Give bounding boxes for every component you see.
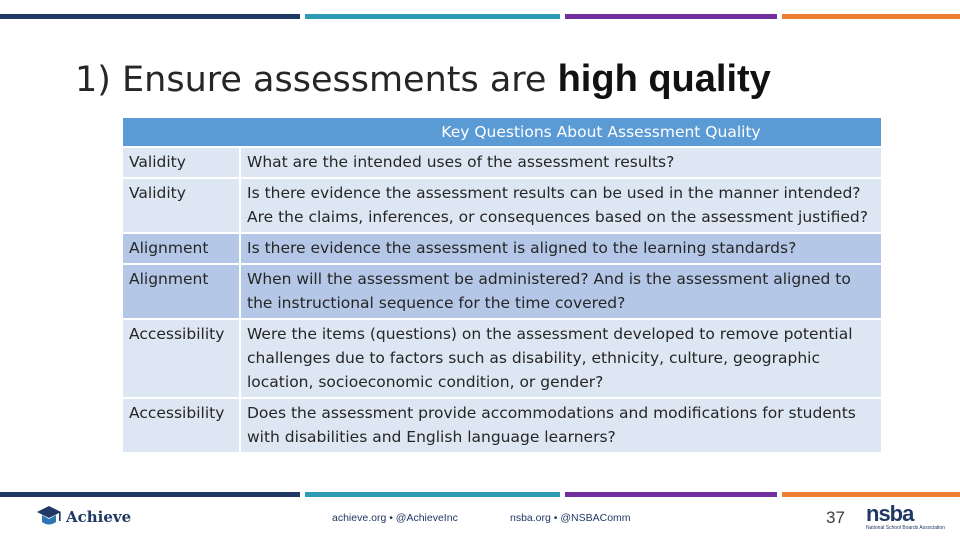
- nsba-logo-text: nsba: [866, 501, 914, 526]
- category-cell: Alignment: [123, 265, 239, 318]
- title-emphasis: high quality: [557, 58, 771, 100]
- accent-bar-orange: [782, 492, 960, 497]
- category-cell: Accessibility: [123, 399, 239, 452]
- category-cell: Alignment: [123, 234, 239, 263]
- accent-bar-purple: [565, 14, 777, 19]
- nsba-logo: [866, 501, 945, 533]
- accent-bar-teal: [305, 14, 560, 19]
- nsba-footer-links[interactable]: nsba.org • @NSBAComm: [510, 512, 631, 524]
- table-row: [123, 234, 881, 263]
- table-header: Key Questions About Assessment Quality: [123, 118, 881, 146]
- table-row: [123, 265, 881, 318]
- question-cell: Does the assessment provide accommodations and modifications for students with disabilities and English language learners?: [241, 399, 881, 452]
- question-cell: Is there evidence the assessment is aligned to the learning standards?: [241, 234, 881, 263]
- table-header-row: [123, 118, 881, 146]
- achieve-footer-links[interactable]: achieve.org • @AchieveInc: [332, 512, 458, 524]
- question-cell: What are the intended uses of the assessment results?: [241, 148, 881, 177]
- assessment-quality-table: [121, 116, 883, 454]
- accent-bar-navy: [0, 492, 300, 497]
- question-cell: When will the assessment be administered? And is the assessment aligned to the instructional sequence for the time covered?: [241, 265, 881, 318]
- accent-bar-teal: [305, 492, 560, 497]
- accent-bar-purple: [565, 492, 777, 497]
- category-cell: Validity: [123, 179, 239, 232]
- slide-title: [75, 58, 771, 101]
- category-cell: Accessibility: [123, 320, 239, 397]
- bottom-accent-bars: [0, 492, 960, 497]
- table-row: [123, 179, 881, 232]
- nsba-logo-subtext: National School Boards Association: [866, 525, 945, 531]
- table-row: [123, 399, 881, 452]
- accent-bar-orange: [782, 14, 960, 19]
- achieve-logo-text: Achieve: [66, 508, 132, 526]
- table-row: [123, 320, 881, 397]
- graduation-cap-icon: [36, 505, 62, 529]
- page-number: 37: [826, 508, 845, 527]
- table-row: [123, 148, 881, 177]
- achieve-logo: [36, 505, 131, 529]
- accent-bar-navy: [0, 14, 300, 19]
- top-accent-bars: [0, 14, 960, 19]
- question-cell: Is there evidence the assessment results can be used in the manner intended? Are the claims, inferences, or consequences based on the assessment justified?: [241, 179, 881, 232]
- question-cell: Were the items (questions) on the assessment developed to remove potential challenges due to factors such as disability, ethnicity, culture, geographic location, socioeconomic condition, or gender?: [241, 320, 881, 397]
- category-cell: Validity: [123, 148, 239, 177]
- title-prefix: 1) Ensure assessments are: [75, 60, 558, 100]
